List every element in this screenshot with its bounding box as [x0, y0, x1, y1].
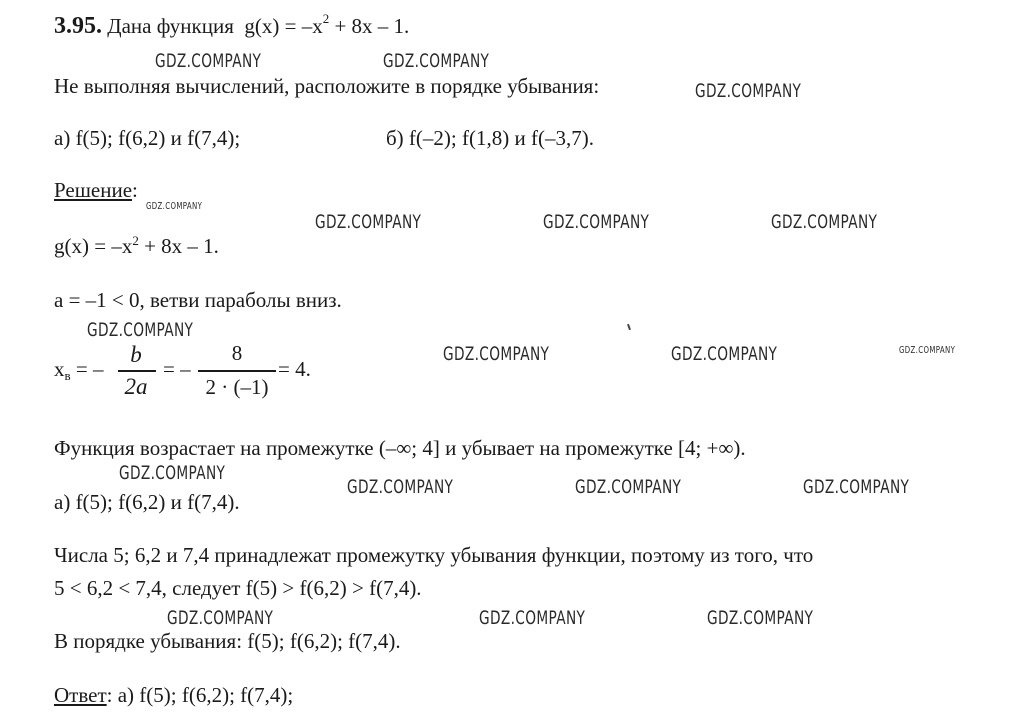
- solution-heading: Решение:: [54, 178, 138, 202]
- problem-statement: Дана функция: [107, 14, 234, 38]
- scan-speck: [627, 324, 631, 330]
- watermark: GDZ.COMPANY: [575, 476, 682, 498]
- reason-line-2: 5 < 6,2 < 7,4, следует f(5) > f(6,2) > f(7,4).: [54, 576, 422, 600]
- problem-header: [54, 11, 410, 39]
- coefficient-line: a = –1 < 0, ветви параболы вниз.: [54, 288, 342, 312]
- part-a-repeat: а) f(5); f(6,2) и f(7,4).: [54, 490, 240, 514]
- watermark: GDZ.COMPANY: [899, 345, 956, 356]
- watermark: GDZ.COMPANY: [167, 607, 274, 629]
- watermark: GDZ.COMPANY: [443, 343, 550, 365]
- fraction-bar-2: [198, 370, 276, 372]
- part-a: а) f(5); f(6,2) и f(7,4);: [54, 126, 241, 150]
- vertex-result: = 4.: [278, 357, 311, 381]
- function-definition: $g(x) = -x^2 + 8x - 1$.: [244, 11, 410, 38]
- order-line: В порядке убывания: f(5); f(6,2); f(7,4).: [54, 629, 401, 653]
- instruction-text: Не выполняя вычислений, расположите в порядке убывания:: [54, 74, 600, 98]
- vertex-equals-2: = –: [163, 357, 191, 381]
- watermark: GDZ.COMPANY: [315, 211, 422, 233]
- watermark: GDZ.COMPANY: [383, 50, 490, 72]
- fraction-b-over-2a: b: [130, 342, 142, 367]
- monotonic-line: Функция возрастает на промежутке (–∞; 4] и убывает на промежутке [4; +∞).: [54, 436, 746, 460]
- problem-number: 3.95.: [54, 13, 102, 39]
- watermark: GDZ.COMPANY: [479, 607, 586, 629]
- watermark: GDZ.COMPANY: [347, 476, 454, 498]
- fraction-denominator-2: 2 · (–1): [205, 375, 269, 399]
- reason-line-1: Числа 5; 6,2 и 7,4 принадлежат промежутку убывания функции, поэтому из того, что: [54, 543, 814, 567]
- vertex-formula: xв = –: [54, 357, 104, 383]
- fraction-8: 8: [231, 341, 243, 365]
- watermark: GDZ.COMPANY: [87, 319, 194, 341]
- watermark: GDZ.COMPANY: [707, 607, 814, 629]
- part-b: б) f(–2); f(1,8) и f(–3,7).: [386, 126, 594, 150]
- watermark: GDZ.COMPANY: [155, 50, 262, 72]
- fraction-denominator-1: 2a: [124, 374, 148, 399]
- watermark: GDZ.COMPANY: [119, 462, 226, 484]
- answer-line: Ответ: а) f(5); f(6,2); f(7,4);: [54, 683, 294, 707]
- watermark: GDZ.COMPANY: [671, 343, 778, 365]
- watermark: GDZ.COMPANY: [803, 476, 910, 498]
- watermark: GDZ.COMPANY: [146, 201, 203, 212]
- fraction-bar-1: [118, 370, 156, 372]
- watermark: GDZ.COMPANY: [695, 80, 802, 102]
- watermark: GDZ.COMPANY: [543, 211, 650, 233]
- function-line: $g(x) = -x^2 + 8x - 1$.: [54, 233, 219, 258]
- watermark: GDZ.COMPANY: [771, 211, 878, 233]
